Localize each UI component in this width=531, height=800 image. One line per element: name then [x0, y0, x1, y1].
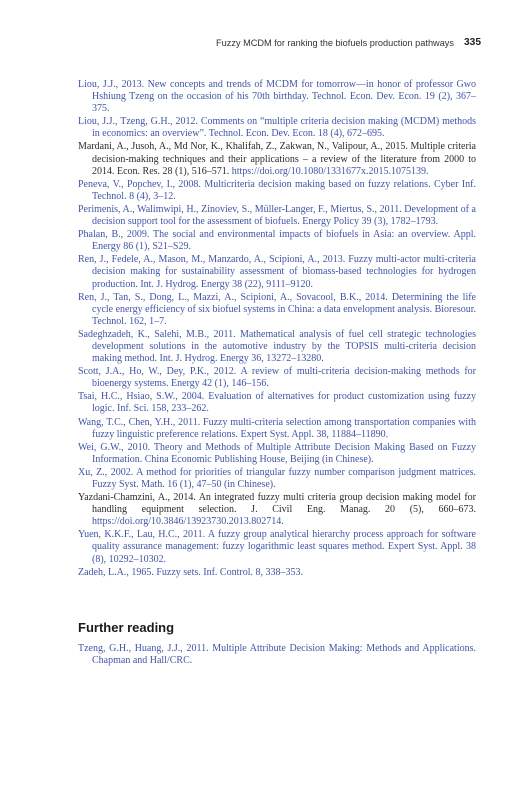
further-reading-item[interactable]: Tzeng, G.H., Huang, J.J., 2011. Multiple Attribute Decision Making: Methods and Applications. Chapman and Hall/CRC. — [78, 643, 476, 667]
reference-item[interactable]: Xu, Z., 2002. A method for priorities of triangular fuzzy number comparison judgment matrices. Fuzzy Syst. Math. 16 (1), 47–50 (in Chinese). — [78, 466, 476, 490]
doi-link[interactable]: https://doi.org/10.3846/13923730.2013.802714. — [92, 516, 284, 528]
further-reading-list — [78, 643, 476, 668]
reference-item[interactable]: Peneva, V., Popchev, I., 2008. Multicriteria decision making based on fuzzy relations. Cyber Inf. Technol. 8 (4), 3–12. — [78, 178, 476, 202]
running-title: Fuzzy MCDM for ranking the biofuels production pathways — [216, 38, 454, 48]
reference-item[interactable]: Ren, J., Fedele, A., Mason, M., Manzardo, A., Scipioni, A., 2013. Fuzzy multi-actor multi-criteria decision making for sustainability assessment of biomass-based technologies for hydrogen production. Int. J. Hydrog. Energy 38 (22), 9111–9120. — [78, 254, 476, 290]
reference-item[interactable]: Zadeh, L.A., 1965. Fuzzy sets. Inf. Control. 8, 338–353. — [78, 566, 303, 578]
running-header — [0, 38, 531, 52]
reference-item[interactable]: Scott, J.A., Ho, W., Dey, P.K., 2012. A review of multi-criteria decision-making methods for bioenergy systems. Energy 42 (1), 146–156. — [78, 366, 476, 390]
reference-item[interactable]: Wei, G.W., 2010. Theory and Methods of Multiple Attribute Decision Making Based on Fuzzy Information. China Economic Publishing House, Beijing (in Chinese). — [78, 441, 476, 465]
reference-item[interactable]: Ren, J., Tan, S., Dong, L., Mazzi, A., Scipioni, A., Sovacool, B.K., 2014. Determining the life cycle energy efficiency of six biofuel systems in China: a data envelopment analysis. Bioresour. Technol. 162, 1–7. — [78, 291, 476, 327]
reference-item[interactable]: Tsai, H.C., Hsiao, S.W., 2004. Evaluation of alternatives for product customization using fuzzy logic. Inf. Sci. 158, 233–262. — [78, 391, 476, 415]
reference-item[interactable]: Liou, J.J., Tzeng, G.H., 2012. Comments on “multiple criteria decision making (MCDM) methods in economics: an overview”. Technol. Econ. Dev. Econ. 18 (4), 672–695. — [78, 116, 476, 140]
reference-item[interactable]: Liou, J.J., 2013. New concepts and trends of MCDM for tomorrow—in honor of professor Gwo Hshiung Tzeng on the occasion of his 70th birthday. Technol. Econ. Dev. Econ. 19 (2), 367–375. — [78, 79, 476, 115]
reference-item[interactable]: Yuen, K.K.F., Lau, H.C., 2011. A fuzzy group analytical hierarchy process approach for software quality assurance management: fuzzy logarithmic least squares method. Expert Syst. Appl. 38 (8), 10292–10302. — [78, 529, 476, 565]
further-reading-heading: Further reading — [78, 620, 175, 635]
reference-item[interactable]: Wang, T.C., Chen, Y.H., 2011. Fuzzy multi-criteria selection among transportation companies with fuzzy linguistic preference relations. Expert Syst. Appl. 38, 11884–11890. — [78, 416, 476, 440]
reference-item — [78, 492, 476, 528]
reference-item[interactable]: Perimenis, A., Walimwipi, H., Zinoviev, S., Müller-Langer, F., Miertus, S., 2011. Development of a decision support tool for the assessment of biofuels. Energy Policy 39 (3), 1782–1793. — [78, 203, 476, 228]
reference-list — [78, 79, 476, 580]
reference-item[interactable]: Phalan, B., 2009. The social and environmental impacts of biofuels in Asia: an overview. Appl. Energy 86 (1), S21–S29. — [78, 229, 476, 253]
reference-text: Yazdani-Chamzini, A., 2014. An integrated fuzzy multi criteria group decision making model for handling equipment selection. J. Civil Eng. Manag. 20 (5), 660–673. — [78, 492, 476, 516]
reference-item[interactable]: Sadeghzadeh, K., Salehi, M.B., 2011. Mathematical analysis of fuel cell strategic technologies development solutions in the automotive industry by the TOPSIS multi-criteria decision making method. Int. J. Hydrog. Energy 36, 13272–13280. — [78, 328, 476, 365]
reference-text: Mardani, A., Jusoh, A., Md Nor, K., Khalifah, Z., Zakwan, N., Valipour, A., 2015. Multiple criteria decision-making techniques and their applications – a review of the literature from 2000 to 2014. Econ. Res. 28 (1), 516–571. — [78, 141, 476, 177]
reference-item — [78, 141, 476, 177]
page-number: 335 — [464, 37, 481, 48]
doi-link[interactable]: https://doi.org/10.1080/1331677x.2015.1075139. — [231, 165, 429, 177]
